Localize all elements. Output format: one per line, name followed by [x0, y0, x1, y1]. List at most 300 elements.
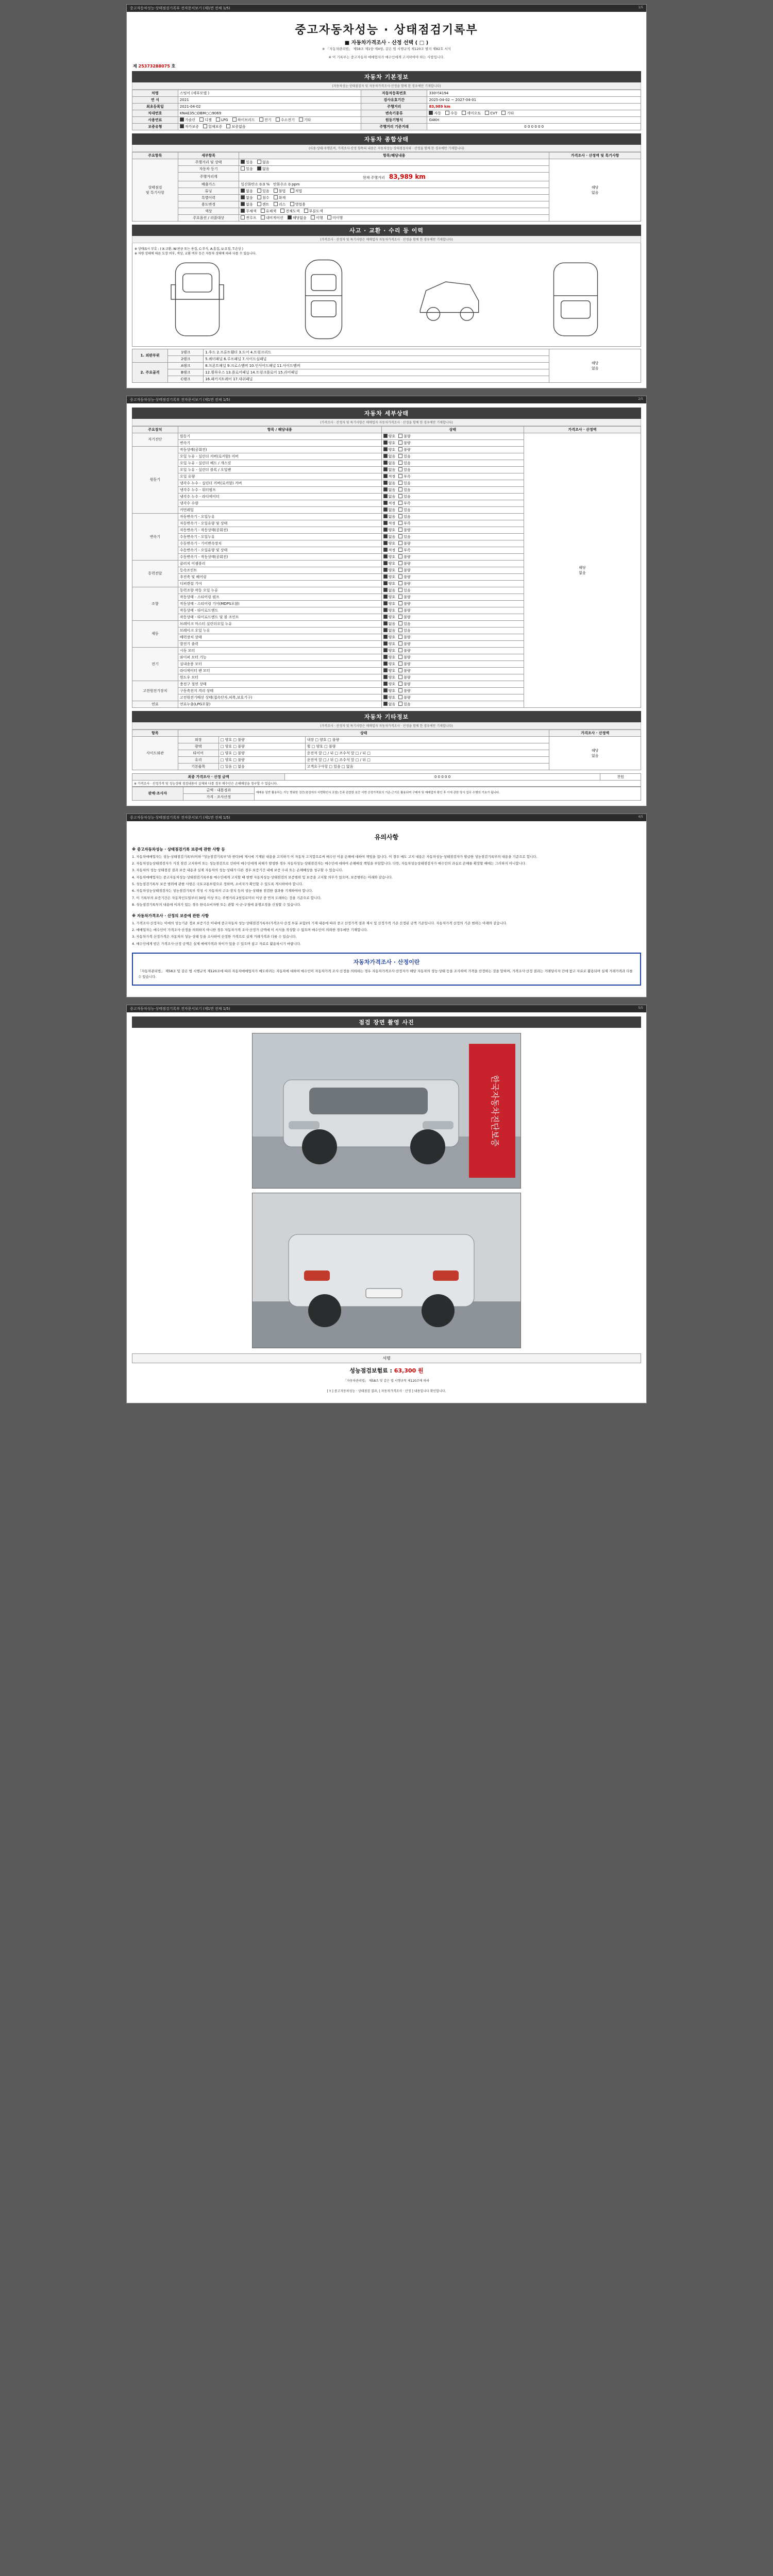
checkbox-trans-etc[interactable] — [501, 111, 506, 115]
detail-item-state — [381, 607, 524, 614]
overall-col-2: 항목/해당내용 — [239, 152, 549, 159]
detail-item-state — [381, 587, 524, 594]
checkbox-label: 없음 — [388, 534, 396, 539]
checkbox-원동기-6-1[interactable] — [398, 487, 402, 492]
checkbox-label: 양호 — [388, 662, 396, 666]
accident-diagram — [132, 243, 641, 347]
other-row-0-v2 — [305, 736, 549, 743]
checkbox-color-partial[interactable] — [304, 209, 308, 213]
checkbox-label: 있음 — [404, 454, 411, 459]
detail-item-state — [381, 513, 524, 520]
other-row-4-k: 기본품목 — [178, 763, 219, 770]
checkbox-원동기-5-0[interactable] — [383, 481, 388, 485]
label-mileage: 주행거리 — [361, 103, 427, 110]
checkbox-use-rent[interactable] — [257, 202, 261, 206]
checkbox-고전원전기장치-2-1[interactable] — [398, 695, 402, 699]
checkbox-label: 부족 — [404, 548, 411, 552]
detail-item-state — [381, 500, 524, 506]
checkbox-usage-1-yes[interactable] — [241, 166, 245, 171]
detail-group-label: 변속기 — [132, 513, 178, 560]
checkbox-label: 양호 — [388, 688, 396, 693]
checkbox-원동기-8-1[interactable] — [398, 501, 402, 505]
usage-row-4-name: 튜닝 — [178, 188, 239, 194]
checkbox-원동기-2-1[interactable] — [398, 461, 402, 465]
checkbox-전기-2-0[interactable] — [383, 662, 388, 666]
doc-note-2: ※ 이 기록부는 중고자동차 매매업자가 매수인에게 고지하여야 하는 사항입니다. — [328, 55, 445, 59]
detail-item-label: 실내송풍 모터 — [178, 660, 381, 667]
detail-item-state — [381, 433, 524, 439]
checkbox-label: 양호 — [388, 635, 396, 639]
checkbox-label: 부족 — [404, 521, 411, 526]
checkbox-trans-auto[interactable] — [429, 111, 433, 115]
frame-rank-a-label: A랭크 — [168, 362, 204, 369]
price-basis-row-0-k: 금액 · 내용경과 — [183, 787, 254, 793]
detail-item-label: 커먼레일 — [178, 506, 381, 513]
checkbox-원동기-4-1[interactable] — [398, 474, 402, 478]
checkbox-원동기-4-0[interactable] — [383, 474, 388, 478]
detail-item-label: 와이퍼 모터 기능 — [178, 654, 381, 660]
topbar-page-indicator-2: 2/5 — [638, 397, 643, 401]
detail-item-label: 동력조향 작동 오일 누유 — [178, 587, 381, 594]
checkbox-자기진단-1-1[interactable] — [398, 440, 402, 445]
checkbox-변속기-2-1[interactable] — [398, 528, 402, 532]
notice-item: 4. 자동차매매업자는 중고자동차성능·상태점검기록부를 매수인에게 고지할 때 현행 자동차성능·상태점검의 보증범위 및 보증을 고지할 의무가 있으며, 보증범위는 아래와 같습니다. — [132, 875, 393, 879]
detail-item-label: 등속조인트 — [178, 567, 381, 573]
value-mileage: 83,989 km — [427, 103, 641, 110]
detail-state-table — [132, 426, 641, 708]
checkbox-원동기-5-1[interactable] — [398, 481, 402, 485]
detail-item-label: 자동변속기 - 오일누유 — [178, 513, 381, 520]
checkbox-warranty-company[interactable] — [203, 124, 207, 128]
checkbox-usage-1-no[interactable] — [257, 166, 261, 171]
detail-item-state — [381, 634, 524, 640]
checkbox-전기-2-1[interactable] — [398, 662, 402, 666]
checkbox-전기-4-1[interactable] — [398, 675, 402, 679]
section-basic-info-title: 자동차 기본정보 — [132, 71, 641, 82]
checkbox-변속기-1-1[interactable] — [398, 521, 402, 525]
fuel-option-0: 가솔린 — [184, 117, 196, 122]
emissions-co-label: 일산화탄소 — [241, 182, 259, 187]
checkbox-fuel-gasoline[interactable] — [180, 117, 184, 122]
table-row — [132, 433, 641, 439]
emissions-hc-value: 0 ppm — [288, 182, 300, 187]
detail-item-label: 수동변속기 - 기어변속장치 — [178, 540, 381, 547]
checkbox-고전원전기장치-0-1[interactable] — [398, 682, 402, 686]
checkbox-warranty-none[interactable] — [226, 124, 230, 128]
detail-item-label: 구동축전지 격리 상태 — [178, 687, 381, 694]
detail-item-state — [381, 446, 524, 453]
checkbox-동력전달-1-0[interactable] — [383, 568, 388, 572]
checkbox-원동기-3-1[interactable] — [398, 467, 402, 471]
other-row-1-k: 광택 — [178, 743, 219, 750]
fuel-option-1: 디젤 — [205, 117, 212, 122]
checkbox-동력전달-3-0[interactable] — [383, 581, 388, 585]
value-vin: KNAE35○DBM○○9069 — [178, 110, 361, 116]
section-overall-title: 자동차 종합상태 — [132, 133, 641, 145]
checkbox-tuning-no[interactable] — [241, 189, 245, 193]
checkbox-label: 적정 — [388, 501, 396, 505]
checkbox-trans-cvt[interactable] — [485, 111, 489, 115]
checkbox-제동-3-0[interactable] — [383, 641, 388, 646]
checkbox-동력전달-1-1[interactable] — [398, 568, 402, 572]
checkbox-연료-0-0[interactable] — [383, 702, 388, 706]
section-basic-info-note: (자동차성능·상태점검자 및 자동차가격조사·산정을 함께 한 경우에만 기재합니다) — [132, 82, 641, 90]
checkbox-label: 양호 — [388, 675, 396, 680]
fee-row — [132, 1363, 641, 1378]
checkbox-fuel-hydrogen[interactable] — [276, 117, 280, 122]
section-detail-title: 자동차 세부상태 — [132, 408, 641, 419]
checkbox-fuel-etc[interactable] — [299, 117, 303, 122]
checkbox-변속기-1-0[interactable] — [383, 521, 388, 525]
checkbox-label: 있음 — [404, 514, 411, 519]
checkbox-조향-4-0[interactable] — [383, 615, 388, 619]
checkbox-변속기-0-1[interactable] — [398, 514, 402, 518]
guarantee-body: 「자동차관리법」 제58조 및 같은 법 시행규칙 제120조에 따라 자동차매매업자가 매도하려는 자동차에 대하여 매수인이 자동차가격 조사·산정을 의뢰하는 경우 자동차가격조사·산정자가 해당 자동차의 성능·상태 등을 조사하여 가격을 산정하는 것을 말하며, 가격조사·산정 결과는 거래당사자 간에 참고 자료로 활용되며 실제 거래가격과 다를 수 있습니다. — [138, 969, 633, 979]
warranty-option-0: 자가보증 — [184, 124, 199, 129]
usage-row-8-value: 썬루프 내비게이션 해당없음 이행 미이행 — [239, 214, 549, 221]
footer-note-2: [ Y ] 중고자동차성능 · 상태점검 결과, [ 자동차가격조사 · 산정 ] 내용입니다 확인합니다. — [327, 1389, 446, 1393]
notice-item: 3. 자동차가격 산정가격은 자동차의 성능·상태 등을 조사하여 산정한 가격으로 실제 거래가격과 다를 수 있습니다. — [132, 935, 297, 939]
checkbox-제동-2-1[interactable] — [398, 635, 402, 639]
checkbox-변속기-2-0[interactable] — [383, 528, 388, 532]
other-row-1-v2-label: 휠 — [307, 744, 311, 749]
usage-row-0-name: 주행거리 및 상태 — [178, 159, 239, 165]
checkbox-label: 있음 — [404, 507, 411, 512]
detail-item-label: 브레이크 마스터 실린더오일 누유 — [178, 620, 381, 627]
checkbox-원동기-9-1[interactable] — [398, 507, 402, 512]
detail-item-label: 충전구 절연 상태 — [178, 681, 381, 687]
detail-item-state — [381, 573, 524, 580]
parts-rank1-label: 1랭크 — [168, 349, 204, 355]
checkbox-변속기-0-0[interactable] — [383, 514, 388, 518]
detail-item-state — [381, 453, 524, 460]
checkbox-label: 불량 — [404, 641, 411, 646]
checkbox-변속기-3-1[interactable] — [398, 534, 402, 538]
checkbox-recall-none[interactable] — [288, 215, 292, 219]
checkbox-변속기-5-1[interactable] — [398, 548, 402, 552]
checkbox-label: 있음 — [404, 628, 411, 633]
warranty-option-1: 업체보증 — [208, 124, 223, 129]
checkbox-동력전달-2-0[interactable] — [383, 574, 388, 579]
checkbox-동력전달-2-1[interactable] — [398, 574, 402, 579]
usage-row-7-name: 색상 — [178, 208, 239, 214]
checkbox-조향-3-0[interactable] — [383, 608, 388, 612]
checkbox-원동기-0-0[interactable] — [383, 447, 388, 451]
checkbox-usage-0-yes[interactable] — [241, 160, 245, 164]
checkbox-use-none[interactable] — [241, 202, 245, 206]
checkbox-변속기-5-0[interactable] — [383, 548, 388, 552]
detail-group-label: 자기진단 — [132, 433, 178, 446]
checkbox-label: 불량 — [404, 440, 411, 445]
guarantee-box — [132, 953, 641, 986]
sheet-2 — [126, 396, 647, 806]
checkbox-제동-1-0[interactable] — [383, 628, 388, 632]
detail-item-label: 수동변속기 - 오일누유 — [178, 533, 381, 540]
checkbox-제동-0-1[interactable] — [398, 621, 402, 625]
other-row-4-v3: □ 있음 □ 없음 — [329, 764, 354, 769]
checkbox-tuning-illegal[interactable] — [274, 189, 278, 193]
checkbox-option-sunroof[interactable] — [241, 215, 245, 219]
detail-item-label: 윈도우 모터 — [178, 674, 381, 681]
notice-item: 1. 가격조사·산정자는 이에의 성능기준 정보 보증기간 이내에 중고자동차 성능·상태점검기록부(가격조사·산정 부분 포함)의 기재 내용에 따라 중고 산정가격 결과 제시 및 산정가격 기준 산정된 금액 기준입니다. 자동차가격 산정의 기준 범위는 아래와 같습니다. — [132, 921, 508, 925]
emissions-cell — [239, 181, 549, 188]
detail-item-state — [381, 540, 524, 547]
fuel-option-4: 전기 — [264, 117, 272, 122]
checkbox-제동-3-1[interactable] — [398, 641, 402, 646]
checkbox-special-no[interactable] — [241, 195, 245, 199]
checkbox-원동기-6-0[interactable] — [383, 487, 388, 492]
price-basis-row-1-k: 가격 · 조사산정 — [183, 793, 254, 800]
photo-rear-image — [253, 1193, 520, 1348]
checkbox-전기-1-1[interactable] — [398, 655, 402, 659]
checkbox-원동기-9-0[interactable] — [383, 507, 388, 512]
other-row-3-v1: □ 양호 □ 불량 — [219, 756, 305, 763]
checkbox-동력전달-3-1[interactable] — [398, 581, 402, 585]
detail-item-label: 고전원전기배선 상태(접속단자,피복,보호기구) — [178, 694, 381, 701]
checkbox-label: 불량 — [404, 648, 411, 653]
checkbox-option-navi[interactable] — [261, 215, 265, 219]
checkbox-recall-done[interactable] — [311, 215, 315, 219]
checkbox-trans-manual[interactable] — [445, 111, 449, 115]
notice-item: 2. 매매업자는 매수인이 가격조사·산정을 의뢰하지 아니한 경우 자동차가격 조사·산정가 금액에 이 서식을 작성할 수 없으며 매수인이 의뢰한 경우에만 기재합니다. — [132, 928, 368, 933]
detail-item-label: 자동변속기 - 작동상태(공회전) — [178, 527, 381, 533]
checkbox-label: 양호 — [388, 608, 396, 613]
checkbox-원동기-3-0[interactable] — [383, 467, 388, 471]
sheet-3 — [126, 814, 647, 997]
topbar-page-indicator-3: 4/5 — [638, 815, 643, 819]
checkbox-color-chromatic[interactable] — [261, 209, 265, 213]
checkbox-label: 적정 — [388, 474, 396, 479]
usage-row-1-value: 있음 없음 — [239, 165, 549, 172]
checkbox-fuel-diesel[interactable] — [199, 117, 204, 122]
detail-item-state — [381, 614, 524, 620]
usage-row-7-value: 무채색 유채색 전체도색 부분도색 — [239, 208, 549, 214]
checkbox-원동기-7-0[interactable] — [383, 494, 388, 498]
checkbox-자기진단-0-0[interactable] — [383, 434, 388, 438]
checkbox-원동기-2-0[interactable] — [383, 461, 388, 465]
notice-item: 7. 이 기록부의 보증기간은 자동차인도일부터 30일 이상 또는 주행거리 2천킬로미터 이상 중 먼저 도래하는 것을 기준으로 합니다. — [132, 895, 322, 900]
checkbox-label: 불량 — [404, 668, 411, 673]
detail-item-state — [381, 640, 524, 647]
section-overall-note: (사용·상태·주행흔적, 가격조사·산정 항목의 내용은 자동차성능·상태점검자와 · 산정을 함께 한 경우에만 기재합니다) — [132, 145, 641, 152]
checkbox-label: 부족 — [404, 501, 411, 505]
usage-row-2-name: 주행거리계 — [178, 172, 239, 181]
checkbox-원동기-1-1[interactable] — [398, 454, 402, 458]
guarantee-title: 자동차가격조사 · 산정이란 — [353, 959, 420, 966]
detail-col-1: 항목 / 해당내용 — [178, 426, 381, 433]
other-row-0-v2-label: 내장 — [307, 737, 314, 742]
detail-item-label: 연료누출(LPG포함) — [178, 701, 381, 707]
checkbox-원동기-7-1[interactable] — [398, 494, 402, 498]
checkbox-fuel-lpg[interactable] — [216, 117, 220, 122]
checkbox-전기-0-0[interactable] — [383, 648, 388, 652]
detail-item-state — [381, 681, 524, 687]
gauge-label: 현재 주행거리 — [362, 175, 385, 180]
other-row-1-v2 — [305, 743, 549, 750]
checkbox-label: 없음 — [388, 514, 396, 519]
label-plate: 자동차등록번호 — [361, 90, 427, 96]
detail-item-state — [381, 660, 524, 667]
price-basis-body: 매매용 일반 활용하는 가능 범위한 검증(점검자의 서면확인서 포함) 등과 관련한 보증 서면 산정가격표의 기준·근거로 활용되며 구매자 및 매매업자 확인 후 이에 관한 당사 업무 수행의 기초가 됩니다. — [254, 787, 641, 800]
checkbox-label: 양호 — [388, 561, 396, 566]
frame-title: 2. 주요골격 — [132, 362, 168, 382]
label-vin: 차대번호 — [132, 110, 178, 116]
detail-item-label: 작동상태 - 스티어링 기어(MDPS포함) — [178, 600, 381, 607]
window-topbar-3 — [127, 814, 646, 821]
checkbox-label: 불량 — [404, 581, 411, 586]
checkbox-조향-1-1[interactable] — [398, 595, 402, 599]
usage-row-3-name: 배출가스 — [178, 181, 239, 188]
checkbox-조향-2-0[interactable] — [383, 601, 388, 605]
checkbox-동력전달-0-0[interactable] — [383, 561, 388, 565]
detail-item-label: 냉각수 누수 - 라디에이터 — [178, 493, 381, 500]
other-row-2-k: 타이어 — [178, 750, 219, 756]
detail-item-label: 라디에이터 팬 모터 — [178, 667, 381, 674]
checkbox-label: 양호 — [388, 574, 396, 579]
checkbox-label: 없음 — [388, 507, 396, 512]
checkbox-자기진단-1-0[interactable] — [383, 440, 388, 445]
value-transmission — [427, 110, 641, 116]
checkbox-tuning-yes[interactable] — [257, 189, 261, 193]
frame-rank-b-label: B랭크 — [168, 369, 204, 376]
checkbox-원동기-8-0[interactable] — [383, 501, 388, 505]
section-other-title: 자동차 기타정보 — [132, 711, 641, 722]
checkbox-label: 양호 — [388, 615, 396, 619]
usage-row-6-value: 없음 렌트 리스 영업용 — [239, 201, 549, 208]
frame-rank-c-value: 16.패키지트레이 17.대쉬패널 — [204, 376, 549, 382]
checkbox-color-achromatic[interactable] — [241, 209, 245, 213]
accident-right-note: 해당 없음 — [549, 349, 641, 382]
detail-item-label: 자동변속기 - 오일유량 및 상태 — [178, 520, 381, 527]
other-row-0-v1: □ 양호 □ 불량 — [219, 736, 305, 743]
detail-group-label: 동력전달 — [132, 560, 178, 587]
checkbox-조향-1-0[interactable] — [383, 595, 388, 599]
checkbox-recall-undone[interactable] — [327, 215, 331, 219]
checkbox-전기-1-0[interactable] — [383, 655, 388, 659]
checkbox-label: 양호 — [388, 528, 396, 532]
other-row-1-v3: □ 양호 □ 불량 — [311, 744, 336, 749]
checkbox-label: 없음 — [388, 467, 396, 472]
detail-item-label: 오일 누유 - 실린더 블록 / 오일팬 — [178, 466, 381, 473]
detail-item-label: 수동변속기 - 오일유량 및 상태 — [178, 547, 381, 553]
checkbox-변속기-6-1[interactable] — [398, 554, 402, 558]
checkbox-변속기-6-0[interactable] — [383, 554, 388, 558]
checkbox-고전원전기장치-2-0[interactable] — [383, 695, 388, 699]
checkbox-조향-0-0[interactable] — [383, 588, 388, 592]
detail-item-state — [381, 674, 524, 681]
checkbox-label: 불량 — [404, 574, 411, 579]
checkbox-label: 있음 — [404, 534, 411, 539]
checkbox-label: 불량 — [404, 554, 411, 559]
gauge-cell — [239, 172, 549, 181]
checkbox-fuel-hybrid[interactable] — [232, 117, 237, 122]
trans-option-0: 자동 — [434, 111, 441, 115]
checkbox-color-full[interactable] — [280, 209, 284, 213]
checkbox-warranty-self[interactable] — [180, 124, 184, 128]
detail-item-state — [381, 600, 524, 607]
section-accident-note: (가격조사 · 산정자 및 특기사항은 매매업자 자동차가격조사 · 산정을 함께 한 경우에만 기재합니다) — [132, 236, 641, 243]
value-fuel — [178, 116, 361, 123]
checkbox-연료-0-1[interactable] — [398, 702, 402, 706]
checkbox-고전원전기장치-1-1[interactable] — [398, 688, 402, 692]
other-row-2-v2: 운전석 앞 □ / 뒤 □ 조수석 앞 □ / 뒤 □ — [305, 750, 549, 756]
checkbox-전기-4-0[interactable] — [383, 675, 388, 679]
detail-group-label: 조향 — [132, 587, 178, 620]
checkbox-조향-0-1[interactable] — [398, 588, 402, 592]
checkbox-label: 없음 — [388, 621, 396, 626]
checkbox-조향-4-1[interactable] — [398, 615, 402, 619]
warranty-option-2: 보증없음 — [231, 124, 246, 129]
checkbox-원동기-1-0[interactable] — [383, 454, 388, 458]
checkbox-label: 불량 — [404, 655, 411, 659]
checkbox-전기-0-1[interactable] — [398, 648, 402, 652]
value-warranty — [178, 123, 361, 130]
checkbox-special-flood[interactable] — [257, 195, 261, 199]
checkbox-제동-0-0[interactable] — [383, 621, 388, 625]
checkbox-고전원전기장치-1-0[interactable] — [383, 688, 388, 692]
value-plate: 330머4194 — [427, 90, 641, 96]
checkbox-label: 불량 — [404, 561, 411, 566]
checkbox-변속기-4-1[interactable] — [398, 541, 402, 545]
detail-item-state — [381, 594, 524, 600]
checkbox-조향-3-1[interactable] — [398, 608, 402, 612]
checkbox-고전원전기장치-0-0[interactable] — [383, 682, 388, 686]
checkbox-label: 불량 — [404, 682, 411, 686]
detail-item-state — [381, 647, 524, 654]
frame-rank-c-label: C랭크 — [168, 376, 204, 382]
checkbox-fuel-electric[interactable] — [259, 117, 263, 122]
label-warranty: 보증유형 — [132, 123, 178, 130]
checkbox-자기진단-0-1[interactable] — [398, 434, 402, 438]
notice-item: 2. 자동차성능상태점검자가 거짓 점검 고지하여 또는 성능점검으로 인하여 매수인에게 피해가 발생한 경우 자동차성능·상태점검자는 매수인에 대하여 손해배상 책임을 부담합니다. 다만, 자동차성능상태점검자가 매수인의 과실로 손해를 확장할 때에는 그러하지 아니합니다. — [132, 861, 527, 866]
topbar-page-indicator: 1/5 — [638, 6, 643, 9]
checkbox-조향-2-1[interactable] — [398, 601, 402, 605]
checkbox-tuning-legal[interactable] — [290, 189, 294, 193]
checkbox-변속기-3-0[interactable] — [383, 534, 388, 538]
gauge-value: 83,989 km — [389, 173, 426, 180]
checkbox-use-biz[interactable] — [290, 202, 294, 206]
checkbox-special-fire[interactable] — [274, 195, 278, 199]
label-carname: 차명 — [132, 90, 178, 96]
checkbox-label: 적정 — [388, 548, 396, 552]
trans-option-3: CVT — [490, 111, 498, 115]
checkbox-전기-3-1[interactable] — [398, 668, 402, 672]
other-group-label: 사이드외관 — [132, 736, 178, 770]
checkbox-label: 불량 — [404, 695, 411, 700]
checkbox-전기-3-0[interactable] — [383, 668, 388, 672]
checkbox-usage-0-no[interactable] — [257, 160, 261, 164]
checkbox-동력전달-0-1[interactable] — [398, 561, 402, 565]
usage-row-5-value: 없음 침수 화재 — [239, 194, 549, 201]
checkbox-label: 양호 — [388, 641, 396, 646]
detail-item-label: 작동상태 - 스티어링 펌프 — [178, 594, 381, 600]
detail-item-label: 클러치 어셈블리 — [178, 560, 381, 567]
other-row-3-k: 유리 — [178, 756, 219, 763]
checkbox-trans-semi[interactable] — [462, 111, 466, 115]
detail-item-state — [381, 654, 524, 660]
other-info-table — [132, 730, 641, 770]
checkbox-use-lease[interactable] — [274, 202, 278, 206]
usage-row-5-name: 특별이력 — [178, 194, 239, 201]
section-accident-title: 사고 · 교환 · 수리 등 이력 — [132, 225, 641, 236]
checkbox-원동기-0-1[interactable] — [398, 447, 402, 451]
checkbox-제동-1-1[interactable] — [398, 628, 402, 632]
detail-item-state — [381, 466, 524, 473]
footer-note-1: 「자동차관리법」 제58조 및 같은 법 시행규칙 제120조에 따라 — [343, 1379, 430, 1383]
checkbox-제동-2-0[interactable] — [383, 635, 388, 639]
checkbox-변속기-4-0[interactable] — [383, 541, 388, 545]
label-inspection: 검사유효기간 — [361, 96, 427, 103]
